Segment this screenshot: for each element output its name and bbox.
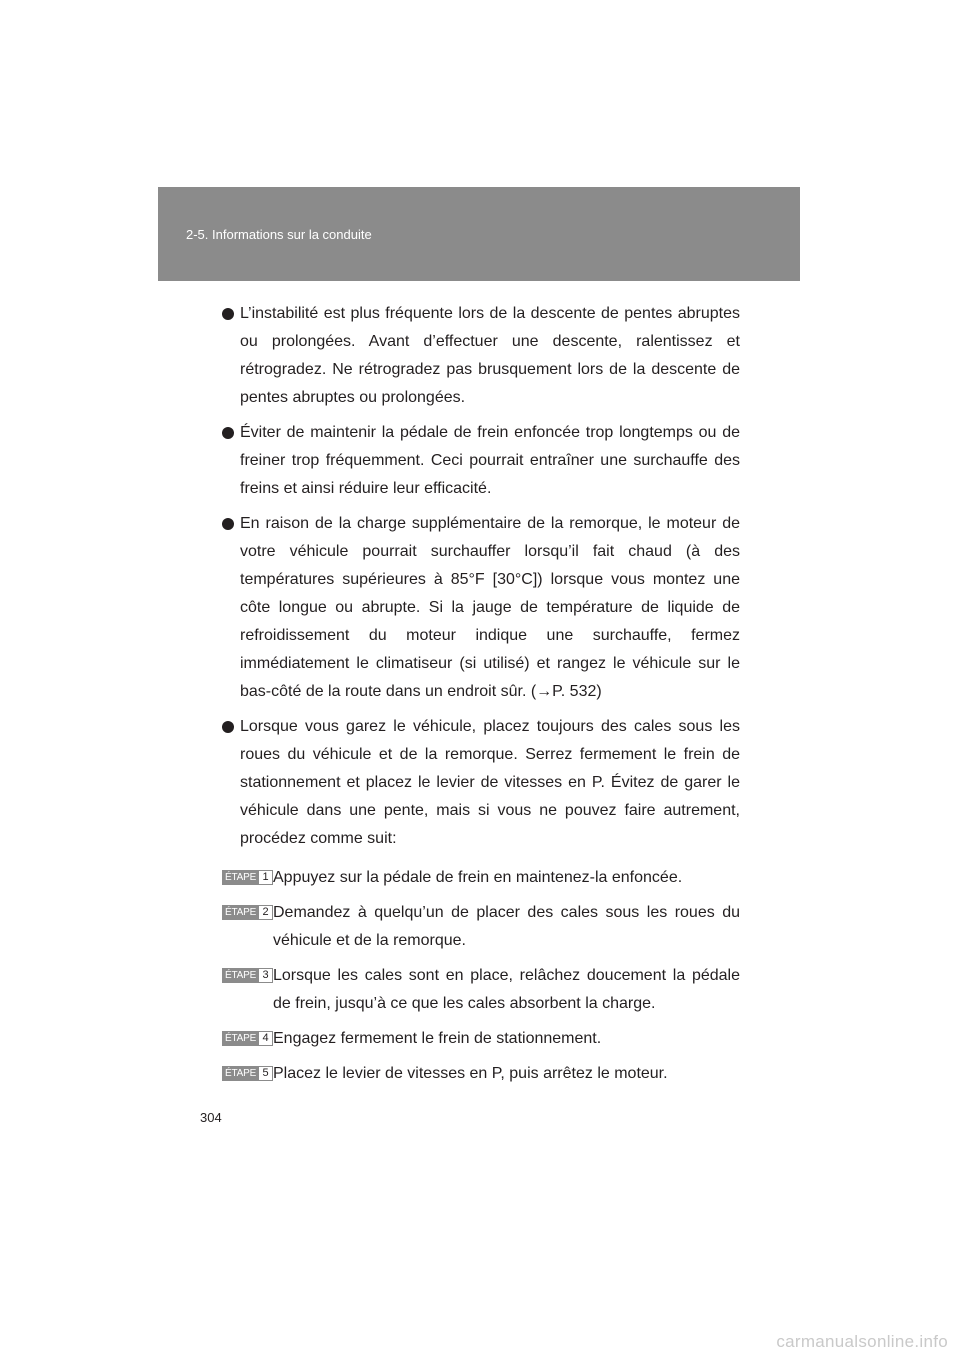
step-badge <box>222 968 273 983</box>
step-list <box>222 864 740 1088</box>
step-text: Lorsque les cales sont en place, relâchez doucement la pédale de frein, jusqu’à ce que les cales absorbent la charge. <box>273 967 740 1012</box>
step-item <box>222 864 740 892</box>
step-item <box>222 962 740 1018</box>
bullet-item <box>222 510 740 706</box>
bullet-item <box>222 300 740 412</box>
step-text: Placez le levier de vitesses en P, puis arrêtez le moteur. <box>273 1065 668 1082</box>
step-badge <box>222 1031 273 1046</box>
bullet-dot-icon <box>222 518 234 530</box>
step-number: 4 <box>259 1031 273 1046</box>
step-badge <box>222 905 273 920</box>
step-text: Engagez fermement le frein de stationnement. <box>273 1030 602 1047</box>
bullet-text: Lorsque vous garez le véhicule, placez toujours des cales sous les roues du véhicule et de la remorque. Serrez fermement le frein de stationnement et placez le levier de vitesses en P. Évitez de garer le véhicule dans une pente, mais si vous ne pouvez faire autrement, procédez comme suit: <box>240 718 740 847</box>
step-text: Appuyez sur la pédale de frein en maintenez-la enfoncée. <box>273 869 683 886</box>
bullet-item <box>222 713 740 853</box>
step-badge <box>222 1066 273 1081</box>
bullet-text: Éviter de maintenir la pédale de frein enfoncée trop longtemps ou de freiner trop fréquemment. Ceci pourrait entraîner une surchauffe des freins et ainsi réduire leur efficacité. <box>240 424 740 497</box>
step-item <box>222 1025 740 1053</box>
watermark: carmanualsonline.info <box>776 1332 948 1351</box>
step-item <box>222 1060 740 1088</box>
section-title: 2-5. Informations sur la conduite <box>186 227 372 242</box>
step-item <box>222 899 740 955</box>
step-number: 1 <box>259 870 273 885</box>
bullet-dot-icon <box>222 721 234 733</box>
bullet-item <box>222 419 740 503</box>
step-word: ÉTAPE <box>222 968 259 983</box>
step-word: ÉTAPE <box>222 870 259 885</box>
page-number: 304 <box>200 1110 222 1125</box>
step-word: ÉTAPE <box>222 1066 259 1081</box>
step-number: 2 <box>259 905 273 920</box>
page-content <box>222 300 740 1095</box>
step-word: ÉTAPE <box>222 1031 259 1046</box>
step-badge <box>222 870 273 885</box>
bullet-dot-icon <box>222 308 234 320</box>
bullet-text: L’instabilité est plus fréquente lors de la descente de pentes abruptes ou prolongées. Avant d’effectuer une descente, ralentissez et rétrogradez. Ne rétrogradez pas brusquement lors de la descente de pentes abruptes ou prolongées. <box>240 305 740 406</box>
bullet-text: En raison de la charge supplémentaire de la remorque, le moteur de votre véhicule pourrait surchauffer lorsqu’il fait chaud (à des températures supérieures à 85°F [30°C]) lorsque vous montez une côte longue ou abrupte. Si la jauge de température de liquide de refroidissement du moteur indique une surchauffe, fermez immédiatement le climatiseur (si utilisé) et rangez le véhicule sur le bas-côté de la route dans un endroit sûr. (→P. 532) <box>240 515 740 700</box>
step-number: 3 <box>259 968 273 983</box>
step-number: 5 <box>259 1066 273 1081</box>
step-text: Demandez à quelqu’un de placer des cales sous les roues du véhicule et de la remorque. <box>273 904 740 949</box>
section-header-bar <box>158 187 800 281</box>
step-word: ÉTAPE <box>222 905 259 920</box>
bullet-dot-icon <box>222 427 234 439</box>
